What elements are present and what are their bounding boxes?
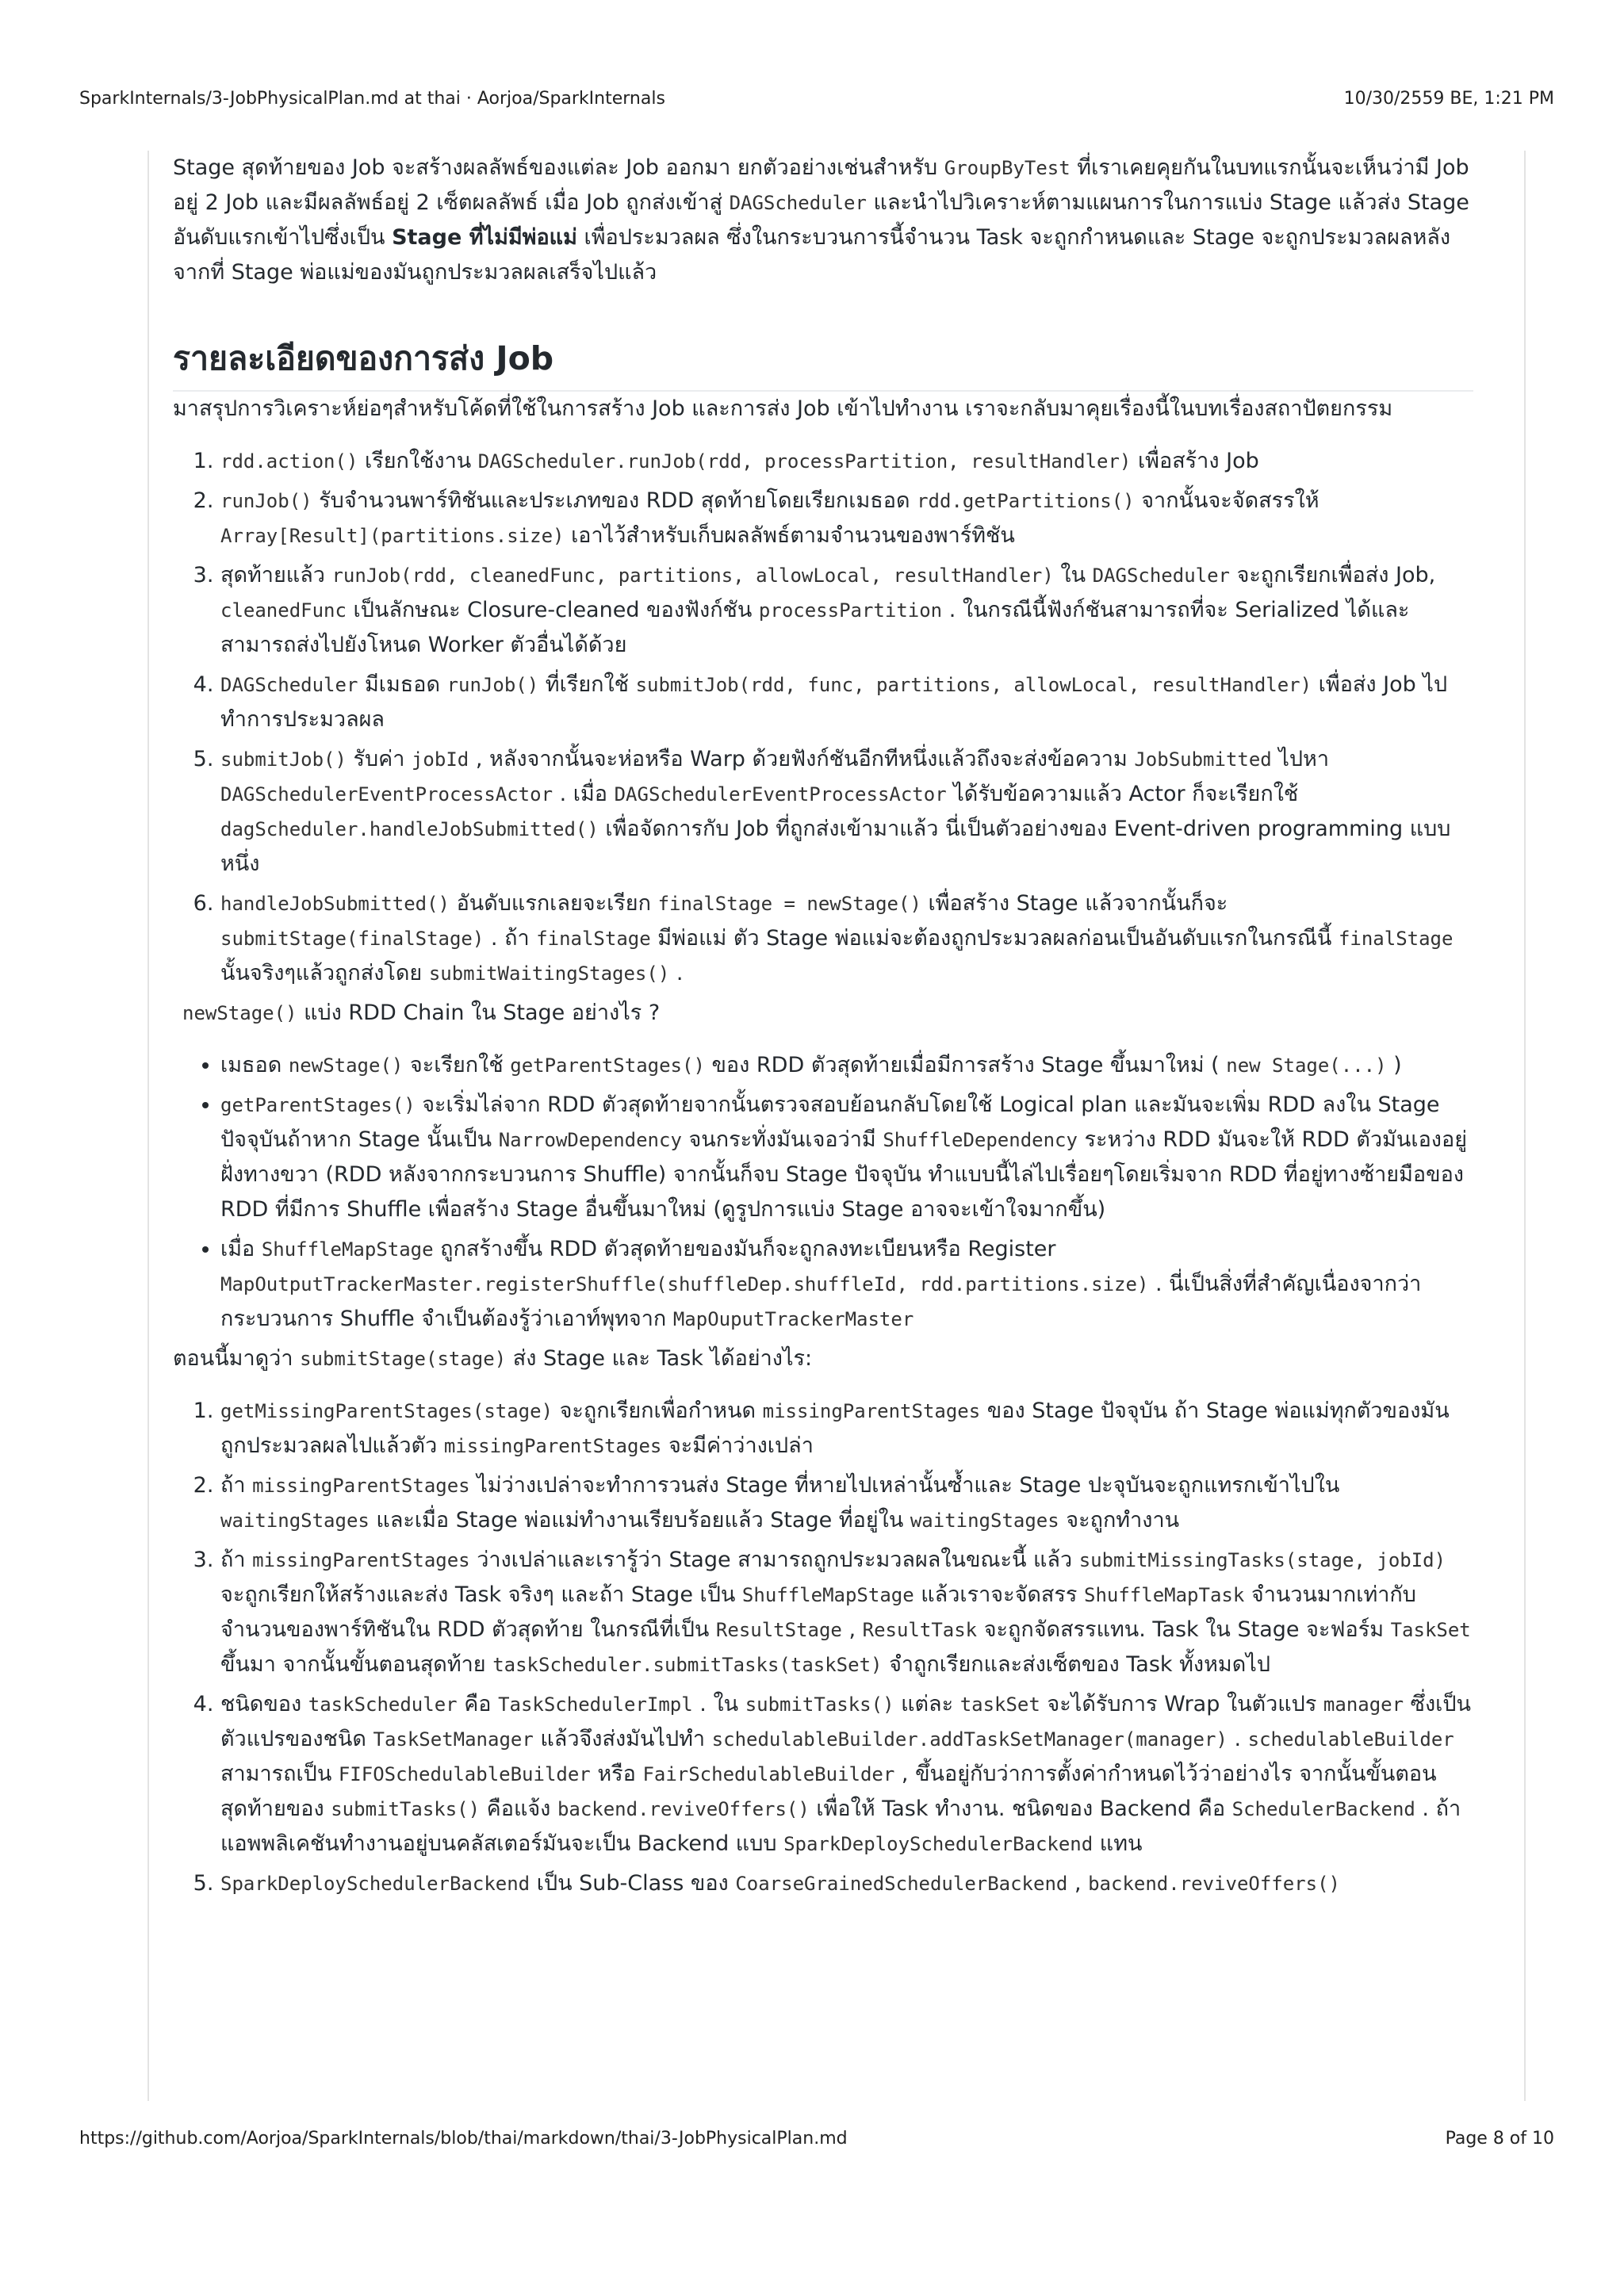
text: ไปหา <box>1271 747 1329 771</box>
code: getParentStages() <box>510 1054 705 1077</box>
text: แบ่ง RDD Chain ใน Stage อย่างไร ? <box>297 1001 661 1025</box>
code: schedulableBuilder <box>1247 1728 1454 1751</box>
text: แล้วจึงส่งมันไปทำ <box>533 1727 712 1751</box>
text: จำนวนมากเท่ากับจำนวนของพาร์ทิชันใน RDD ตัวสุดท้าย ในกรณีที่เป็น <box>220 1582 1416 1642</box>
text: . ใน <box>692 1692 745 1716</box>
text: แล้วเราจะจัดสรร <box>914 1582 1084 1607</box>
list-item <box>220 1088 1473 1227</box>
print-header-datetime: 10/30/2559 BE, 1:21 PM <box>1343 89 1554 109</box>
text: เพื่อสร้าง Stage แล้วจากนั้นก็จะ <box>921 891 1228 916</box>
code: ResultStage <box>715 1619 842 1641</box>
text: จะได้รับการ Wrap ในตัวแปร <box>1040 1692 1323 1716</box>
text: จำถูกเรียกและส่งเซ็ตของ Task ทั้งหมดไป <box>882 1652 1270 1677</box>
list-item <box>220 1394 1473 1464</box>
text: ใน <box>1053 563 1093 587</box>
code: getMissingParentStages(stage) <box>220 1400 553 1422</box>
text: จะถูกเรียกเพื่อกำหนด <box>553 1399 763 1423</box>
text: เพื่อสร้าง Job <box>1131 449 1259 473</box>
code: submitJob(rdd, func, partitions, allowLocal, resultHandler) <box>635 674 1312 696</box>
text: . เมื่อ <box>553 782 615 806</box>
list-item <box>220 886 1473 991</box>
code: finalStage = newStage() <box>657 893 921 915</box>
text: ขึ้นมา จากนั้นขั้นตอนสุดท้าย <box>220 1652 493 1677</box>
print-footer <box>79 2129 1554 2149</box>
text: หรือ <box>590 1762 643 1786</box>
text: เพื่อจัดการกับ Job ที่ถูกส่งเข้ามาแล้ว นี่เป็นตัวอย่างของ Event-driven programming แบบหนึ่ง <box>220 817 1451 876</box>
code: DAGScheduler.runJob(rdd, processPartition, resultHandler) <box>477 450 1132 473</box>
text: แต่ละ <box>894 1692 960 1716</box>
code: missingParentStages <box>252 1475 470 1497</box>
code: SparkDeploySchedulerBackend <box>783 1833 1094 1855</box>
text: ชนิดของ <box>220 1692 308 1716</box>
newstage-bullets <box>173 1048 1473 1337</box>
text: เอาไว้สำหรับเก็บผลลัพธ์ตามจำนวนของพาร์ทิชัน <box>564 523 1015 548</box>
code: schedulableBuilder.addTaskSetManager(manager) <box>711 1728 1228 1751</box>
code: manager <box>1323 1693 1404 1716</box>
code: finalStage <box>536 928 651 950</box>
code: backend.reviveOffers() <box>1088 1873 1340 1895</box>
text: ที่เรียกใช้ <box>538 672 636 697</box>
code: jobId <box>411 748 469 771</box>
text: ที่เราเคยคุยกันในบทแรกนั้นจะเห็นว่ามี Job อยู่ 2 Job และมีผลลัพธ์อยู่ 2 เซ็ตผลลัพธ์ เมื่อ Job ถูกส่งเข้าสู่ <box>173 155 1469 215</box>
code: DAGScheduler <box>1092 564 1230 587</box>
code: newStage() <box>288 1054 404 1077</box>
code: taskScheduler.submitTasks(taskSet) <box>492 1654 883 1676</box>
text: เรียกใช้งาน <box>358 449 478 473</box>
text: , ขึ้นอยู่กับว่าการตั้งค่ากำหนดไว้ว่าอย่างไร จากนั้นขั้นตอนสุดท้ายของ <box>220 1762 1437 1821</box>
text: ซึ่งเป็นตัวแปรของชนิด <box>220 1692 1471 1751</box>
text: . ถ้า <box>484 926 537 951</box>
page-number: Page 8 of 10 <box>1445 2129 1554 2149</box>
text: รับจำนวนพาร์ทิชันและประเภทของ RDD สุดท้ายโดยเรียกเมธอด <box>312 488 917 513</box>
print-footer-url: https://github.com/Aorjoa/SparkInternals/blob/thai/markdown/thai/3-JobPhysicalPlan.md <box>79 2129 848 2149</box>
code: TaskSchedulerImpl <box>498 1693 693 1716</box>
code: TaskSet <box>1390 1619 1471 1641</box>
section-heading: รายละเอียดของการส่ง Job <box>173 336 1473 392</box>
code: submitMissingTasks(stage, jobId) <box>1078 1549 1446 1571</box>
code: submitStage(stage) <box>300 1348 507 1370</box>
list-item <box>220 484 1473 553</box>
text: จะเริ่มไล่จาก RDD ตัวสุดท้ายจากนั้นตรวจสอบย้อนกลับโดยใช้ Logical plan และมันจะเพิ่ม RDD ลงใน Stage ปัจจุบันถ้าหาก Stage นั้นเป็น <box>220 1093 1440 1152</box>
code: submitStage(finalStage) <box>220 928 485 950</box>
text: เพื่อประมวลผล ซึ่งในกระบวนการนี้จำนวน Task จะถูกกำหนดและ Stage จะถูกประมวลผลหลังจากที่ Stage พ่อแม่ของมันถูกประมวลผลเสร็จไปแล้ว <box>173 225 1451 285</box>
intro-paragraph <box>173 151 1473 290</box>
code: handleJobSubmitted() <box>220 893 450 915</box>
code: submitJob() <box>220 748 347 771</box>
list-item <box>220 444 1473 479</box>
job-submission-steps <box>173 444 1473 991</box>
code: runJob() <box>220 490 312 512</box>
list-item <box>220 1866 1473 1901</box>
print-header-title: SparkInternals/3-JobPhysicalPlan.md at thai · Aorjoa/SparkInternals <box>79 89 665 109</box>
code: SchedulerBackend <box>1231 1798 1415 1820</box>
text: เมธอด <box>220 1053 289 1077</box>
text: . <box>1227 1727 1248 1751</box>
print-header <box>79 89 1554 109</box>
text: ระหว่าง RDD มันจะให้ RDD ตัวมันเองอยู่ฝั่งทางขวา (RDD หลังจากกระบวนการ Shuffle) จากนั้นก็จบ Stage ปัจจุบัน ทำแบบนี้ไล่ไปเรื่อยๆโดยเริ่มจาก RDD ที่อยู่ทางซ้ายมือของ RDD ที่มีการ Shuffle เพื่อสร้าง Stage อื่นขึ้นมาใหม่ (ดูรูปการแบ่ง Stage อาจจะเข้าใจมากขึ้น) <box>220 1127 1468 1222</box>
code: ShuffleMapStage <box>261 1238 434 1261</box>
code: ShuffleMapTask <box>1084 1584 1245 1606</box>
code: ShuffleMapStage <box>741 1584 914 1606</box>
code: JobSubmitted <box>1134 748 1272 771</box>
text: เป็นลักษณะ Closure-cleaned ของฟังก์ชัน <box>346 598 759 622</box>
list-item <box>220 1232 1473 1337</box>
code: rdd.getPartitions() <box>917 490 1135 512</box>
text: จะถูกจัดสรรแทน. Task ใน Stage จะฟอร์ม <box>977 1617 1391 1642</box>
text: แทน <box>1093 1831 1143 1856</box>
code: DAGSchedulerEventProcessActor <box>614 783 947 806</box>
code: MapOuputTrackerMaster <box>672 1308 914 1330</box>
text: คือแจ้ง <box>480 1797 557 1821</box>
text: ) <box>1386 1053 1402 1077</box>
text: . <box>669 961 684 985</box>
code: TaskSetManager <box>373 1728 534 1751</box>
code: DAGScheduler <box>220 674 358 696</box>
code: NarrowDependency <box>498 1129 682 1151</box>
code: MapOutputTrackerMaster.registerShuffle(shuffleDep.shuffleId, rdd.partitions.size) <box>220 1273 1149 1295</box>
text: ว่างเปล่าและเรารู้ว่า Stage สามารถถูกประมวลผลในขณะนี้ แล้ว <box>469 1548 1079 1572</box>
text: สุดท้ายแล้ว <box>220 563 332 587</box>
code: submitWaitingStages() <box>428 962 670 985</box>
code: dagScheduler.handleJobSubmitted() <box>220 818 599 840</box>
text: มีพ่อแม่ ตัว Stage พ่อแม่จะต้องถูกประมวลผลก่อนเป็นอันดับแรกในกรณีนี้ <box>650 926 1339 951</box>
text: คือ <box>457 1692 499 1716</box>
bold-text: Stage ที่ไม่มีพ่อแม่ <box>392 225 577 250</box>
list-item <box>220 1468 1473 1538</box>
text: ตอนนี้มาดูว่า <box>173 1346 301 1371</box>
code: newStage() <box>182 1002 297 1024</box>
code: Array[Result](partitions.size) <box>220 525 565 547</box>
list-item <box>220 668 1473 737</box>
code: cleanedFunc <box>220 599 347 622</box>
text: รับค่า <box>346 747 412 771</box>
code: ResultTask <box>862 1619 978 1641</box>
summary-paragraph: มาสรุปการวิเคราะห์ย่อๆสำหรับโค้ดที่ใช้ในการสร้าง Job และการส่ง Job เข้าไปทำงาน เราจะกลับมาคุยเรื่องนี้ในบทเรื่องสถาปัตยกรรม <box>173 396 1393 421</box>
code: FairSchedulableBuilder <box>642 1763 895 1785</box>
text: จะมีค่าว่างเปล่า <box>661 1433 814 1458</box>
code: missingParentStages <box>443 1435 662 1457</box>
code: getParentStages() <box>220 1094 416 1116</box>
text: สามารถเป็น <box>220 1762 339 1786</box>
code: new Stage(...) <box>1226 1054 1387 1077</box>
text: จะถูกเรียกให้สร้างและส่ง Task จริงๆ และถ้า Stage เป็น <box>220 1582 742 1607</box>
code: finalStage <box>1338 928 1454 950</box>
list-item <box>220 742 1473 882</box>
code: processPartition <box>758 599 943 622</box>
text: ส่ง Stage และ Task ได้อย่างไร: <box>506 1346 813 1371</box>
text: , หลังจากนั้นจะห่อหรือ Warp ด้วยฟังก์ชันอีกทีหนึ่งแล้วถึงจะส่งข้อความ <box>469 747 1135 771</box>
list-item <box>220 1048 1473 1083</box>
code: submitTasks() <box>745 1693 894 1716</box>
submitstage-intro <box>173 1341 1473 1376</box>
text: เมื่อ <box>220 1237 262 1261</box>
code: submitTasks() <box>331 1798 481 1820</box>
text: . ถ้าแอพพลิเคชันทำงานอยู่บนคลัสเตอร์มันจะเป็น Backend แบบ <box>220 1797 1461 1856</box>
code-dagscheduler: DAGScheduler <box>729 192 867 214</box>
code: backend.reviveOffers() <box>557 1798 810 1820</box>
list-item <box>220 1543 1473 1682</box>
code: runJob(rdd, cleanedFunc, partitions, allowLocal, resultHandler) <box>331 564 1054 587</box>
code: taskScheduler <box>308 1693 458 1716</box>
code-groupbytest: GroupByTest <box>944 157 1071 179</box>
code: rdd.action() <box>220 450 358 473</box>
code: missingParentStages <box>252 1549 470 1571</box>
code: SparkDeploySchedulerBackend <box>220 1873 530 1895</box>
text: ถ้า <box>220 1473 253 1498</box>
list-item <box>220 558 1473 663</box>
text: และเมื่อ Stage พ่อแม่ทำงานเรียบร้อยแล้ว Stage ที่อยู่ใน <box>369 1508 910 1533</box>
text: ถ้า <box>220 1548 253 1572</box>
newstage-question <box>173 996 1473 1031</box>
code: waitingStages <box>220 1510 370 1532</box>
code: CoarseGrainedSchedulerBackend <box>735 1873 1068 1895</box>
text: จากนั้นจะจัดสรรให้ <box>1134 488 1320 513</box>
text: จนกระทั่งมันเจอว่ามี <box>681 1127 883 1152</box>
text: จะถูกทำงาน <box>1059 1508 1180 1533</box>
text: และนำไปวิเคราะห์ตามแผนการในการแบ่ง Stage แล้วส่ง Stage อันดับแรกเข้าไปซึ่งเป็น <box>173 190 1469 250</box>
text: , <box>1067 1871 1089 1896</box>
text: ได้รับข้อความแล้ว Actor ก็จะเรียกใช้ <box>946 782 1299 806</box>
submitstage-steps <box>173 1394 1473 1901</box>
markdown-body <box>173 151 1473 2101</box>
text: เป็น Sub-Class ของ <box>530 1871 736 1896</box>
text: Stage สุดท้ายของ Job จะสร้างผลลัพธ์ของแต่ละ Job ออกมา ยกตัวอย่างเช่นสำหรับ <box>173 155 944 180</box>
code: DAGSchedulerEventProcessActor <box>220 783 553 806</box>
code: taskSet <box>959 1693 1040 1716</box>
text: อันดับแรกเลยจะเรียก <box>449 891 658 916</box>
text: . นี่เป็นสิ่งที่สำคัญเนื่องจากว่ากระบวนการ Shuffle จำเป็นต้องรู้ว่าเอาท์พุทจาก <box>220 1272 1422 1331</box>
code: runJob() <box>446 674 539 696</box>
code: missingParentStages <box>762 1400 981 1422</box>
text: , <box>841 1617 863 1642</box>
text: ของ Stage ปัจจุบัน ถ้า Stage พ่อแม่ทุกตัวของมันถูกประมวลผลไปแล้วตัว <box>220 1399 1450 1458</box>
text: จะเรียกใช้ <box>403 1053 511 1077</box>
text: ไม่ว่างเปล่าจะทำการวนส่ง Stage ที่หายไปเหล่านั้นซ้ำและ Stage ปะจุบันจะถูกแทรกเข้าไปใน <box>469 1473 1340 1498</box>
text: นั้นจริงๆแล้วถูกส่งโดย <box>220 961 429 985</box>
text: . ในกรณีนี้ฟังก์ชันสามารถที่จะ Serialized ได้และสามารถส่งไปยังโหนด Worker ตัวอื่นได้ด้วย <box>220 598 1410 657</box>
code: ShuffleDependency <box>883 1129 1078 1151</box>
code: waitingStages <box>910 1510 1059 1532</box>
text: จะถูกเรียกเพื่อส่ง Job, <box>1230 563 1436 587</box>
text: มีเมธอด <box>358 672 447 697</box>
text: เพื่อให้ Task ทำงาน. ชนิดของ Backend คือ <box>809 1797 1232 1821</box>
text: ของ RDD ตัวสุดท้ายเมื่อมีการสร้าง Stage ขึ้นมาใหม่ ( <box>704 1053 1227 1077</box>
list-item <box>220 1687 1473 1862</box>
text: ถูกสร้างขึ้น RDD ตัวสุดท้ายของมันก็จะถูกลงทะเบียนหรือ Register <box>433 1237 1056 1261</box>
code: FIFOSchedulableBuilder <box>338 1763 591 1785</box>
text: เพื่อส่ง Job ไปทำการประมวลผล <box>220 672 1448 732</box>
